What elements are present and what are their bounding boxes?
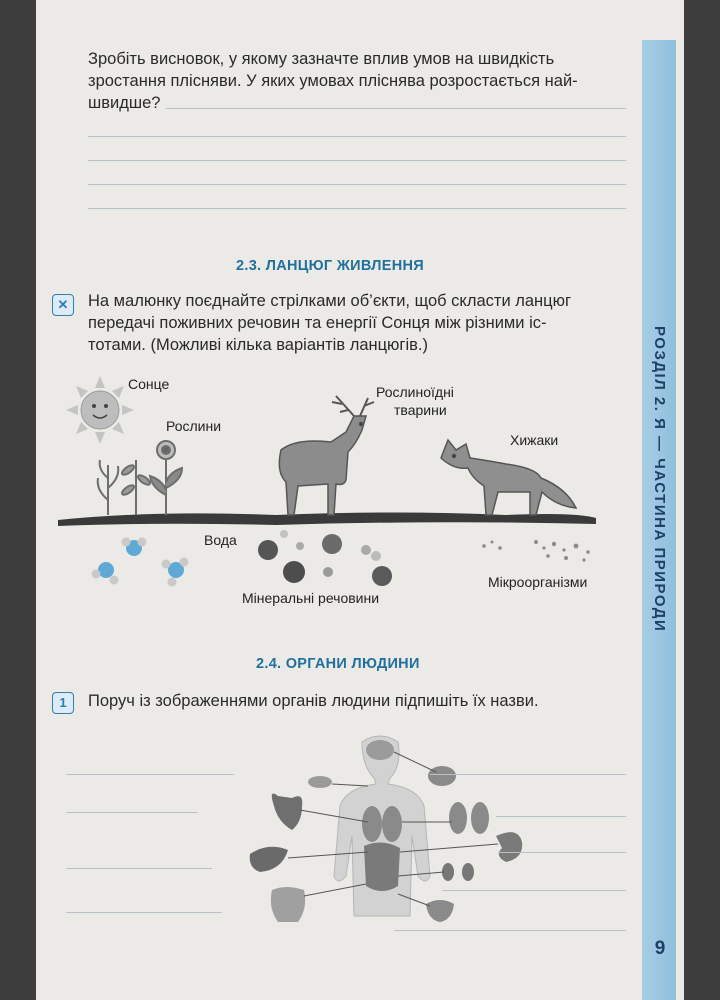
organ-answer-line[interactable]	[498, 852, 626, 853]
answer-line[interactable]	[88, 136, 626, 137]
food-chain-task-line-3: тотами. (Можливі кілька варіантів ланцюгів.)	[88, 336, 428, 354]
task-number-badge: 1	[52, 692, 74, 714]
liver-icon	[250, 847, 288, 872]
page-number: 9	[654, 938, 666, 959]
organ-answer-line[interactable]	[442, 890, 626, 891]
ground	[58, 513, 596, 527]
organ-answer-line[interactable]	[66, 774, 234, 775]
organ-answer-line[interactable]	[66, 868, 212, 869]
answer-line[interactable]	[88, 208, 626, 209]
answer-line[interactable]	[88, 184, 626, 185]
human-organs-illustration[interactable]	[212, 726, 632, 936]
question-line-3: швидше?	[88, 94, 161, 112]
deer-icon	[279, 396, 374, 515]
answer-line[interactable]	[88, 160, 626, 161]
organ-answer-line[interactable]	[66, 912, 222, 913]
organ-answer-line[interactable]	[496, 816, 626, 817]
intestines-icon	[271, 887, 305, 922]
fox-icon	[441, 440, 576, 515]
label-plants: Рослини	[166, 418, 222, 434]
water-molecules-icon	[92, 538, 189, 587]
label-microorganisms: Мікроорганізми	[488, 574, 588, 590]
tools-icon: ✕	[52, 294, 74, 316]
textbook-page	[36, 0, 684, 1000]
organs-task-text: Поруч із зображеннями органів людини підпишіть їх назви.	[88, 692, 539, 710]
label-water: Вода	[204, 532, 237, 548]
brain-side-icon	[428, 766, 456, 786]
answer-line[interactable]	[166, 108, 626, 109]
label-sun: Сонце	[128, 376, 170, 392]
plants-icon	[98, 441, 182, 515]
lungs-icon	[449, 802, 489, 834]
food-chain-task-line-2: передачі поживних речовин та енергії Сонця між різними іс-	[88, 314, 547, 332]
minerals-icon	[258, 530, 392, 586]
question-line-2: зростання плісняви. У яких умовах пліснява розростається най-	[88, 72, 578, 90]
food-chain-task-line-1: На малюнку поєднайте стрілками об’єкти, щоб скласти ланцюг	[88, 292, 572, 310]
bladder-icon	[426, 900, 454, 922]
brain-icon	[366, 740, 394, 760]
microorganisms-icon	[482, 540, 590, 562]
chapter-title: РОЗДІЛ 2. Я — ЧАСТИНА ПРИРОДИ	[651, 326, 668, 633]
heart-icon	[272, 794, 303, 830]
thyroid-icon	[308, 776, 332, 788]
stomach-icon	[496, 832, 522, 862]
question-line-1: Зробіть висновок, у якому зазначте вплив умов на швидкість	[88, 50, 555, 68]
organ-answer-line[interactable]	[394, 930, 626, 931]
section-title-food-chain: 2.3. ЛАНЦЮГ ЖИВЛЕННЯ	[236, 258, 424, 274]
kidneys-icon	[442, 863, 474, 881]
label-herbivores-line-2: тварини	[394, 402, 447, 418]
label-minerals: Мінеральні речовини	[242, 590, 380, 606]
organ-answer-line[interactable]	[66, 812, 198, 813]
section-title-human-organs: 2.4. ОРГАНИ ЛЮДИНИ	[256, 656, 420, 672]
label-herbivores-line-1: Рослиноїдні	[376, 384, 454, 400]
sun-icon	[66, 376, 134, 444]
label-predators: Хижаки	[510, 432, 559, 448]
organ-answer-line[interactable]	[430, 774, 626, 775]
